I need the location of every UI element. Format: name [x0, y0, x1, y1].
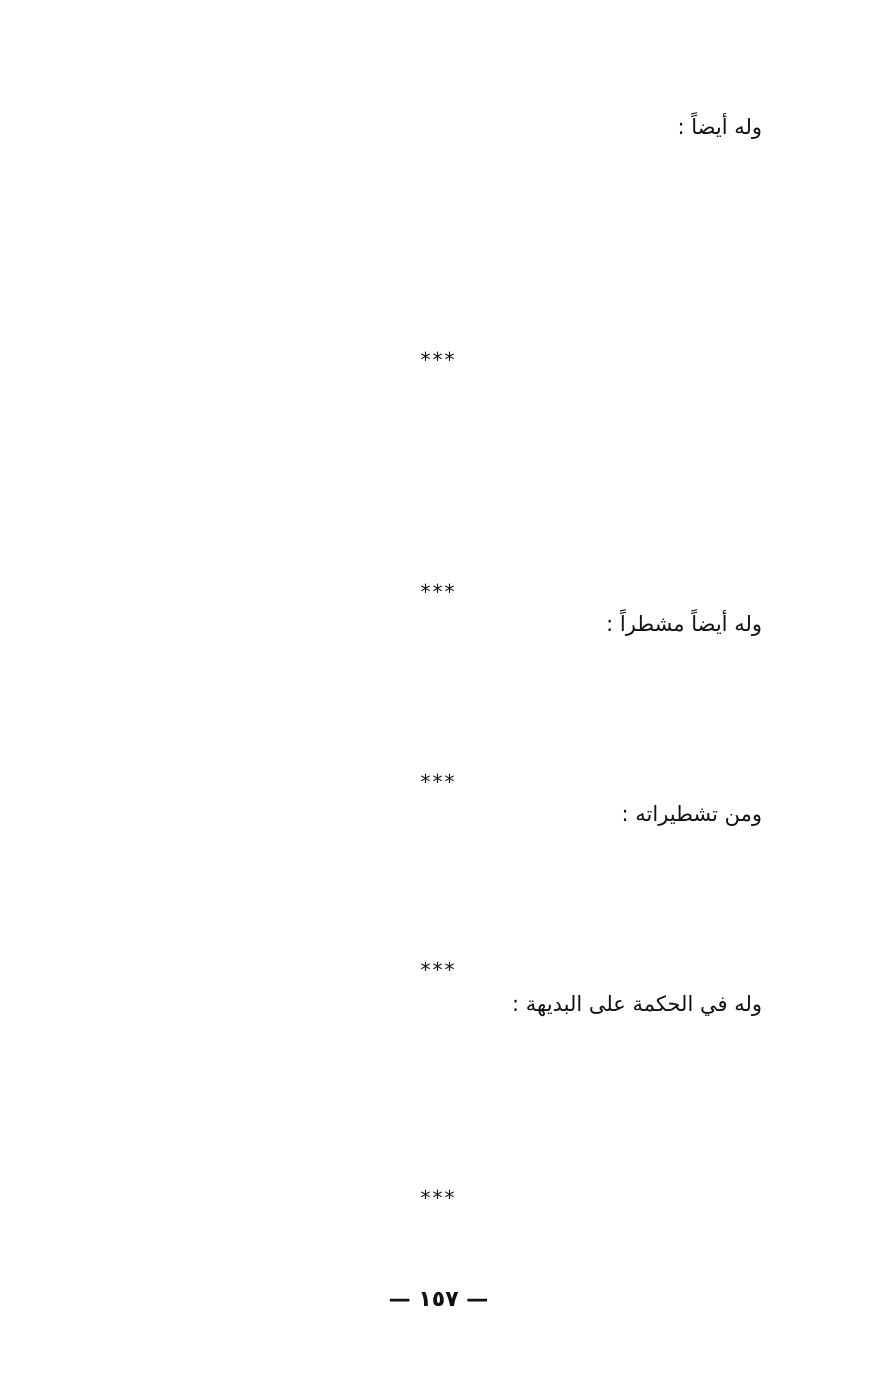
- section-heading: ومن تشطيراته :: [621, 802, 762, 826]
- section-separator: ***: [420, 958, 457, 982]
- section-heading: وله أيضاً مشطراً :: [606, 612, 762, 636]
- section-separator: ***: [420, 770, 457, 794]
- section-separator: ***: [420, 348, 457, 372]
- section-heading: وله أيضاً :: [677, 115, 762, 139]
- section-separator: ***: [420, 580, 457, 604]
- section-separator: ***: [420, 1186, 457, 1210]
- page-number: — ١٥٧ —: [388, 1287, 489, 1312]
- section-heading: وله في الحكمة على البديهة :: [512, 992, 762, 1016]
